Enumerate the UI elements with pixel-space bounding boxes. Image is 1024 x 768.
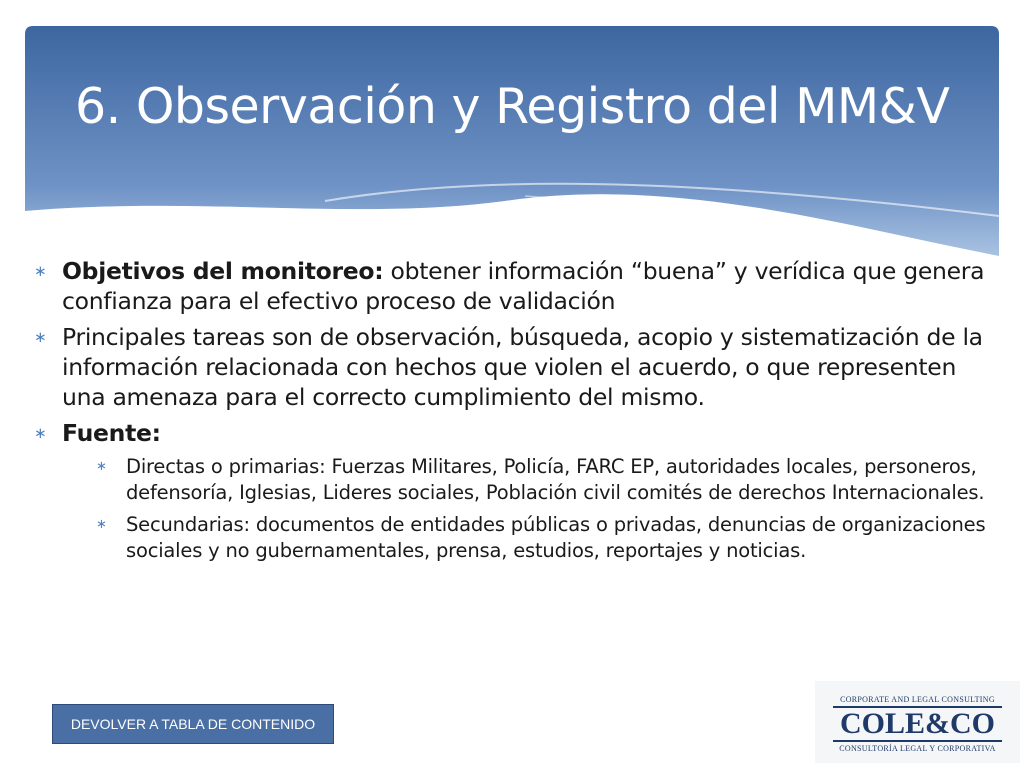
bullet-icon: ∗ [34, 262, 47, 280]
bullet-objetivos [34, 256, 994, 316]
bullet-icon: ∗ [34, 328, 47, 346]
bullet-icon: ∗ [34, 424, 47, 442]
slide-title: 6. Observación y Registro del MM&V [75, 78, 950, 135]
slide-header-banner [25, 26, 999, 286]
bullet-text: Principales tareas son de observación, búsqueda, acopio y sistematización de la información relacionada con hechos que violen el acuerdo, o que representen una amenaza para el correcto cumplimiento del mismo. [62, 323, 983, 411]
sub-bullet-secundarias [96, 512, 994, 564]
bullet-text: obtener información “buena” y verídica que genera confianza para el efectivo proceso de validación [62, 257, 985, 315]
slide-content [34, 256, 994, 570]
sub-bullet-text: Secundarias: documentos de entidades públicas o privadas, denuncias de organizaciones sociales y no gubernamentales, prensa, estudios, reportajes y noticias. [126, 513, 986, 562]
bullet-bold-label: Fuente: [62, 419, 161, 447]
logo-bottom-text: CONSULTORÍA LEGAL Y CORPORATIVA [839, 744, 996, 753]
sub-bullet-directas [96, 454, 994, 506]
return-to-toc-button[interactable]: DEVOLVER A TABLA DE CONTENIDO [52, 704, 334, 744]
cole-co-logo [815, 681, 1020, 763]
bullet-bold-label: Objetivos del monitoreo: [62, 257, 384, 285]
bullet-fuente [34, 418, 994, 448]
logo-top-text: CORPORATE AND LEGAL CONSULTING [840, 695, 995, 704]
sub-bullet-icon: ∗ [96, 517, 107, 532]
sub-bullet-text: Directas o primarias: Fuerzas Militares, Policía, FARC EP, autoridades locales, personeros, defensoría, Iglesias, Lideres sociales, Población civil comités de derechos Internacionales. [126, 455, 985, 504]
logo-main-text: COLE&CO [833, 706, 1002, 742]
bullet-tareas [34, 322, 994, 412]
sub-bullet-icon: ∗ [96, 459, 107, 474]
